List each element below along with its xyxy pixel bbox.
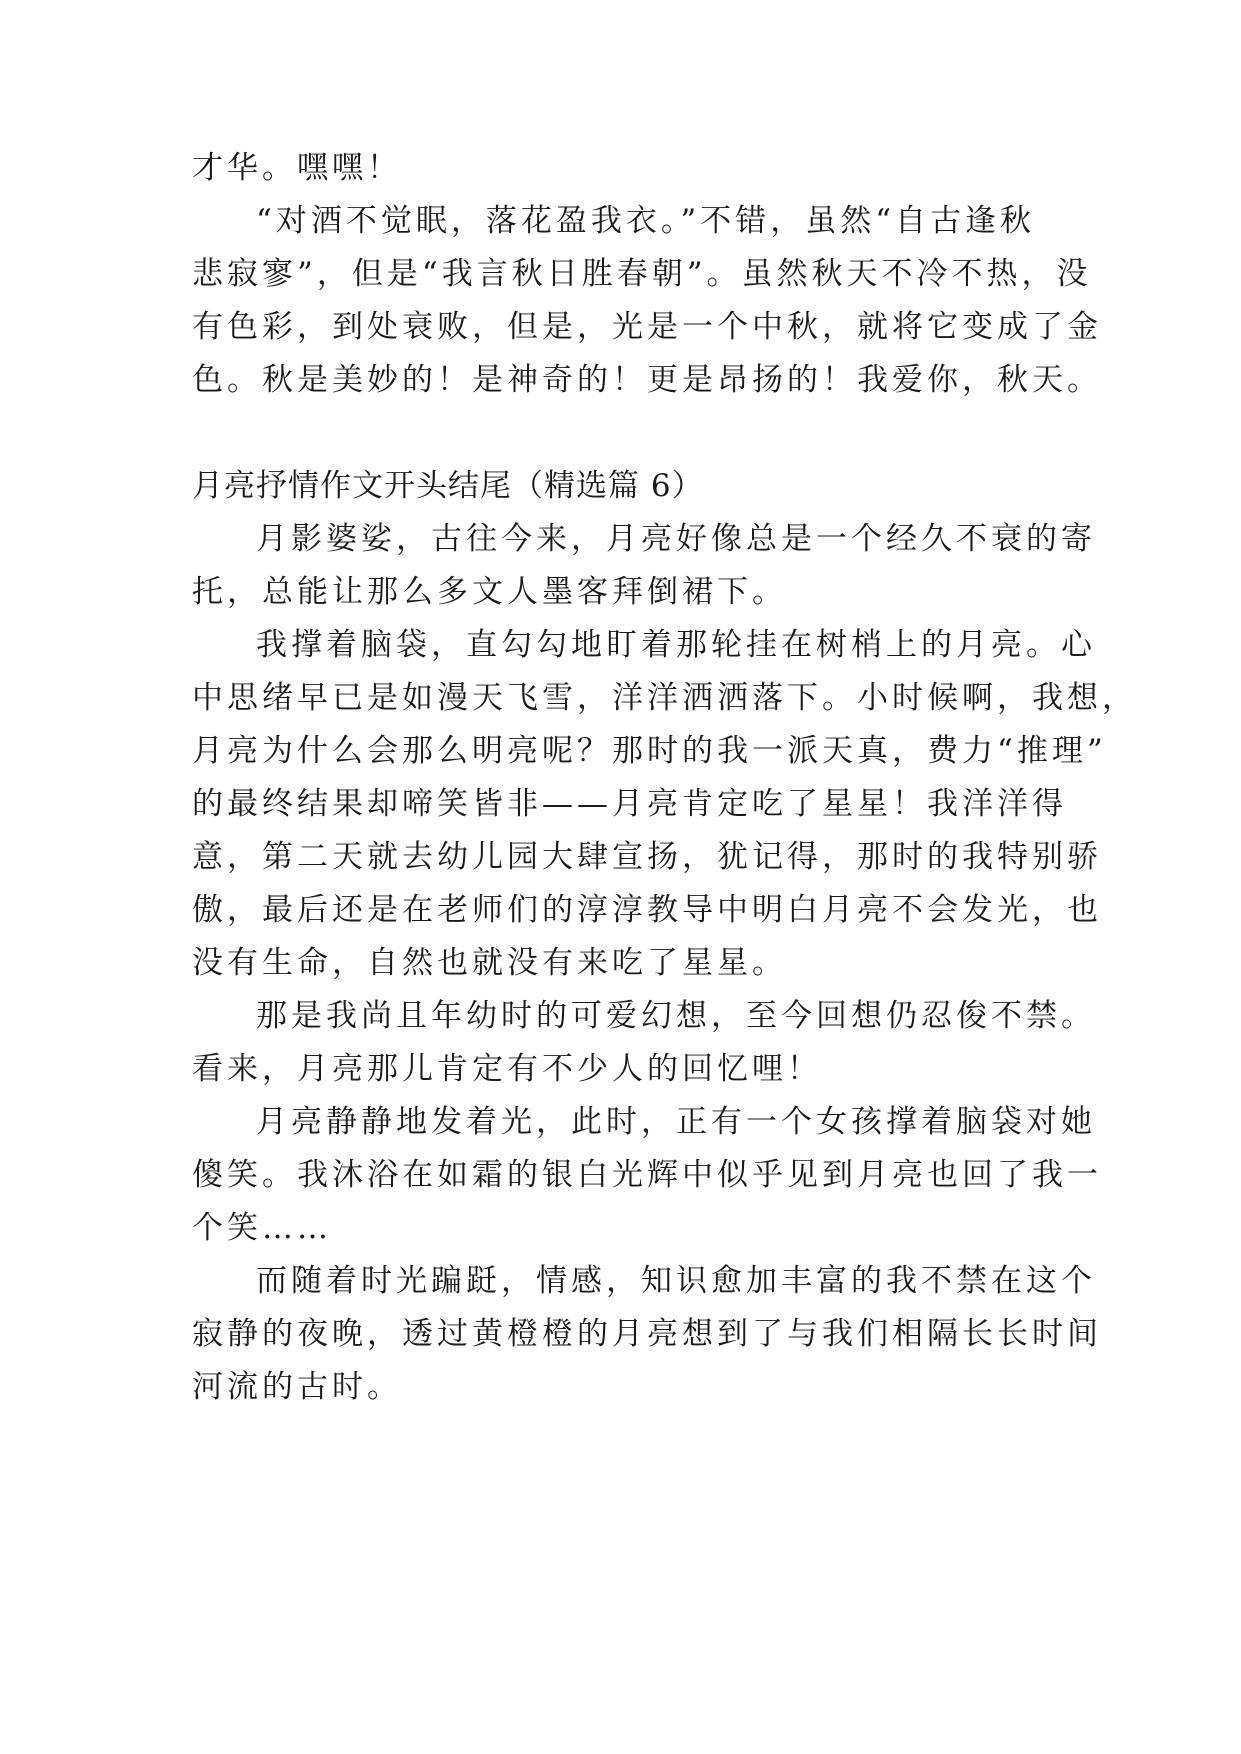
text-line: 寂静的夜晚，透过黄橙橙的月亮想到了与我们相隔长长时间 xyxy=(192,1316,1102,1352)
text-line: 托，总能让那么多文人墨客拜倒裙下。 xyxy=(192,574,787,610)
text-line: 没有生命，自然也就没有来吃了星星。 xyxy=(192,945,787,981)
text-line: 月影婆娑，古往今来，月亮好像总是一个经久不衰的寄 xyxy=(256,521,1096,557)
text-line: 傻笑。我沐浴在如霜的银白光辉中似乎见到月亮也回了我一 xyxy=(192,1157,1102,1193)
text-line: 个笑…… xyxy=(192,1210,332,1246)
text-line: 悲寂寥”，但是“我言秋日胜春朝”。虽然秋天不冷不热，没 xyxy=(192,256,1092,292)
text-line: 而随着时光蹁跹，情感，知识愈加丰富的我不禁在这个 xyxy=(256,1263,1096,1299)
text-line: 意，第二天就去幼儿园大肆宣扬，犹记得，那时的我特别骄 xyxy=(192,839,1102,875)
text-line: 月亮为什么会那么明亮呢？那时的我一派天真，费力“推理” xyxy=(192,733,1107,769)
text-line: 的最终结果却啼笑皆非——月亮肯定吃了星星！我洋洋得 xyxy=(192,786,1067,822)
text-line: “对酒不觉眠，落花盈我衣。”不错，虽然“自古逢秋 xyxy=(256,203,1036,239)
text-line: 中思绪早已是如漫天飞雪，洋洋洒洒落下。小时候啊，我想， xyxy=(192,680,1137,716)
text-line: 看来，月亮那儿肯定有不少人的回忆哩！ xyxy=(192,1051,822,1087)
text-line: 色。秋是美妙的！是神奇的！更是昂扬的！我爱你，秋天。 xyxy=(192,362,1102,398)
text-line: 月亮静静地发着光，此时，正有一个女孩撑着脑袋对她 xyxy=(256,1104,1096,1140)
text-line: 那是我尚且年幼时的可爱幻想，至今回想仍忍俊不禁。 xyxy=(256,998,1096,1034)
text-line: 有色彩，到处衰败，但是，光是一个中秋，就将它变成了金 xyxy=(192,309,1102,345)
text-line: 才华。嘿嘿！ xyxy=(192,150,402,186)
section-heading: 月亮抒情作文开头结尾（精选篇 6） xyxy=(192,468,704,504)
text-line: 河流的古时。 xyxy=(192,1369,402,1405)
text-line: 我撑着脑袋，直勾勾地盯着那轮挂在树梢上的月亮。心 xyxy=(256,627,1096,663)
text-line: 傲，最后还是在老师们的淳淳教导中明白月亮不会发光，也 xyxy=(192,892,1102,928)
